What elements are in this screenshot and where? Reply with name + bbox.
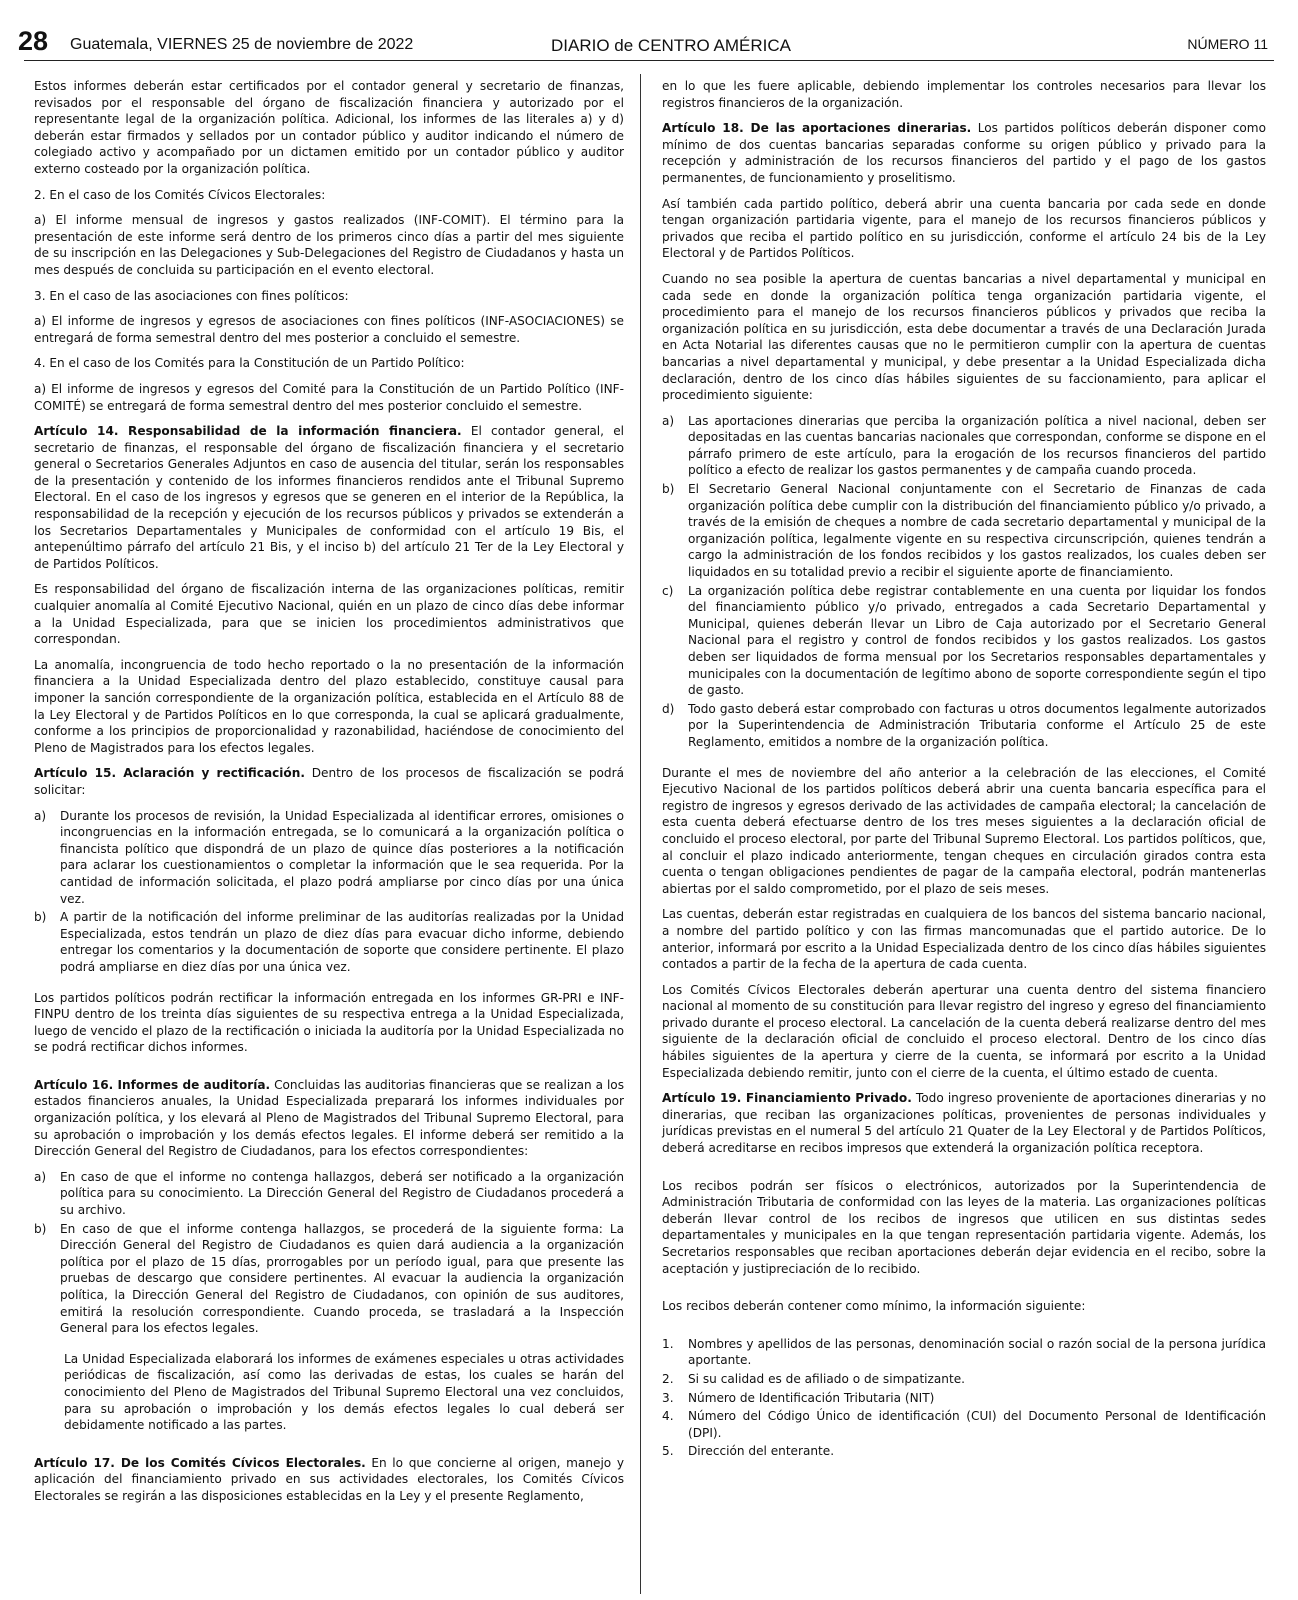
paragraph: 2. En el caso de los Comités Cívicos Electorales: bbox=[34, 187, 326, 202]
paragraph: Cuando no sea posible la apertura de cuentas bancarias a nivel departamental y municipal en cada sede en donde la organización política tenga organización partidaria vigente, el procedimiento para el manejo de los recursos financieros públicos y privados que reciba la organización política en su jurisdicción, esta debe documentar a través de una Declaración Jurada en Acta Notarial las diferentes causas que no le permitieron cumplir con la apertura de cuentas bancarias a nivel departamental y municipal, y debe presentar a la Unidad Especializada dicha declaración, dentro de los cinco días hábiles siguientes de su faccionamiento, para aplicar el procedimiento siguiente: bbox=[662, 271, 1266, 403]
list-text: Todo gasto deberá estar comprobado con facturas u otros documentos legalmente autorizados por la Superintendencia de Administración Tributaria conforme el Artículo 25 de este Reglamento, emitidos a nombre de la organización política. bbox=[688, 701, 1266, 749]
paragraph: a) El informe mensual de ingresos y gastos realizados (INF-COMIT). El término para la presentación de este informe será dentro de los primeros cinco días a partir del mes siguiente de su inscripción en las Delegaciones y Sub-Delegaciones del Registro de Ciudadanos y hasta un mes después de concluida su participación en el evento electoral. bbox=[34, 213, 624, 277]
list-text: Número del Código Único de identificación (CUI) del Documento Personal de Identificación (DPI). bbox=[688, 1409, 1266, 1440]
list-item bbox=[34, 808, 624, 908]
column-divider bbox=[640, 74, 641, 1594]
paragraph: Los partidos políticos podrán rectificar la información entregada en los informes GR-PRI e INF-FINPU dentro de los treinta días siguientes de su respectiva entrega a la Unidad Especializada, luego de vencido el plazo de la rectificación o iniciada la auditoría por la Unidad Especializada no se podrá rectificar dichos informes. bbox=[34, 990, 624, 1055]
article-14 bbox=[34, 423, 624, 572]
list-text: En caso de que el informe contenga hallazgos, se procederá de la siguiente forma: La Dirección General del Registro de Ciudadanos es quien dará audiencia a la organización política por el plazo de 15 días, prorrogables por un período igual, para que presente las pruebas de descargo que considere pertinentes. Al evacuar la audiencia la organización política, la Dirección General del Registro de Ciudadanos, con opinión de sus auditores, emitirá la resolución correspondiente. Cuando proceda, se trasladará a la Inspección General para los efectos legales. bbox=[60, 1221, 624, 1336]
list-label: 5. bbox=[662, 1444, 674, 1459]
list-item bbox=[662, 701, 1266, 751]
paragraph: Las cuentas, deberán estar registradas en cualquiera de los bancos del sistema bancario nacional, a nombre del partido político y con las firmas mancomunadas que el partido autorice. De lo anterior, informará por escrito a la Unidad Especializada dentro de los cinco días hábiles siguientes contados a partir de la fecha de la apertura de cada cuenta. bbox=[662, 907, 1266, 972]
list-label: a) bbox=[34, 808, 47, 823]
article-17 bbox=[34, 1455, 624, 1505]
list-text: El Secretario General Nacional conjuntamente con el Secretario de Finanzas de cada organización política debe cumplir con la distribución del financiamiento público y/o privado, a través de la emisión de cheques a nombre de cada secretario departamental y municipal de la organización política, legalmente vigente en su respectiva circunscripción, quienes tendrán a cargo la administración de los fondos recibidos y los gastos realizados, los cuales deben ser liquidados en su totalidad previo a recibir el siguiente aporte de financiamiento. bbox=[688, 482, 1266, 580]
paragraph: La Unidad Especializada elaborará los informes de exámenes especiales u otras actividades periódicas de fiscalización, así como las derivadas de estas, los cuales se harán del conocimiento del Pleno de Magistrados del Tribunal Supremo Electoral una vez concluidos, para su aprobación o improbación y los demás efectos legales lo cual deberá ser debidamente notificado a las partes. bbox=[64, 1351, 624, 1433]
list-text: Si su calidad es de afiliado o de simpatizante. bbox=[688, 1371, 965, 1386]
article-19 bbox=[662, 1090, 1266, 1156]
article-body: Los partidos políticos deberán disponer como mínimo de dos cuentas bancarias separadas conforme su origen público y privado para la recepción y administración de los recursos financieros del partido y el pago de los gastos permanentes, de funcionamiento y proselitismo. bbox=[662, 121, 1266, 185]
list-item bbox=[34, 1221, 624, 1337]
header-date: Guatemala, VIERNES 25 de noviembre de 2022 bbox=[70, 36, 414, 53]
list-text: Dirección del enterante. bbox=[688, 1444, 835, 1459]
list-item bbox=[662, 1390, 1266, 1407]
article-title: Artículo 18. De las aportaciones dinerarias. bbox=[662, 121, 972, 136]
paragraph: Estos informes deberán estar certificados por el contador general y secretario de finanzas, revisados por el responsable del órgano de fiscalización financiera y autorizado por el representante legal de la organización política. Adicional, los informes de las literales a) y d) deberán estar firmados y sellados por un contador público y auditor indicando el número de colegiado activo y acompañado por un dictamen emitido por un contador público y auditor externo costeado por la organización política. bbox=[34, 79, 624, 176]
article-body: Concluidas las auditorias financieras que se realizan a los estados financieros anuales, la Unidad Especializada preparará los informes individuales por organización política, y los elevará al Pleno de Magistrados del Tribunal Supremo Electoral, para su aprobación o improbación y los demás efectos legales. El informe deberá ser remitido a la Dirección General del Registro de Ciudadanos, para los efectos correspondientes: bbox=[34, 1077, 625, 1159]
list-text: Durante los procesos de revisión, la Unidad Especializada al identificar errores, omisiones o incongruencias en la información entregada, se lo comunicará a la organización política o financista político que dispondrá de un plazo de quince días posteriores a la notificación para aclarar los cuestionamientos o completar la información que le sea requerida. Por la cantidad de información solicitada, el plazo podrá ampliarse por cinco días por una única vez. bbox=[60, 808, 624, 906]
list-label: a) bbox=[34, 1169, 47, 1184]
list-text: La organización política debe registrar contablemente en una cuenta por liquidar los fondos del financiamiento público y/o privado, entregados a cada Secretario Departamental y Municipal, quienes deberán llevar un Libro de Caja autorizado por el Secretario General Nacional para el registro y control de fondos recibidos y los gastos realizados. Los gastos deben ser liquidados de forma mensual por los Secretarios responsables departamentales y municipales con la documentación de legítimo abono de soporte correspondiente según el tipo de gasto. bbox=[688, 583, 1266, 698]
list-text: Las aportaciones dinerarias que perciba la organización política a nivel nacional, deben ser depositadas en las cuentas bancarias nacionales que correspondan, conforme se dispone en el párrafo primero de este artículo, para la erogación de los recursos financieros del partido político a efecto de realizar los gastos permanentes y de campaña cuando proceda. bbox=[688, 413, 1266, 478]
article-body: El contador general, el secretario de finanzas, el responsable del órgano de fiscalización financiera y el secretario general o Secretarios Generales Adjuntos en caso de ausencia del titular, serán los responsables de la presentación y contenido de los informes financieros rendidos ante el Tribunal Supremo Electoral. En el caso de los ingresos y egresos que se generen en el interior de la República, la responsabilidad de la recepción y ejecución de los recursos públicos y privados se extenderán a los Secretarios Departamentales y Municipales de conformidad con el artículo 19 Bis, el antepenúltimo párrafo del artículo 21 Bis, y el inciso b) del artículo 21 Ter de la Ley Electoral y de Partidos Políticos. bbox=[34, 424, 624, 571]
list-item bbox=[662, 413, 1266, 479]
article-body: Todo ingreso proveniente de aportaciones dinerarias y no dinerarias, que reciban las organizaciones políticas, provenientes de personas individuales y jurídicas previstas en el numeral 5 del artículo 21 Quater de la Ley Electoral y de Partidos Políticos, deberá acreditarse en recibos impresos que extenderá la organización política receptora. bbox=[662, 1091, 1267, 1156]
list-text: A partir de la notificación del informe preliminar de las auditorías realizadas por la Unidad Especializada, estos tendrán un plazo de diez días para evacuar dicho informe, debiendo entregar los comentarios y la documentación de soporte que considere pertinente. El plazo podrá ampliarse en diez días por una única vez. bbox=[60, 910, 624, 974]
list-text: Número de Identificación Tributaria (NIT) bbox=[688, 1390, 935, 1405]
article-title: Artículo 14. Responsabilidad de la información financiera. bbox=[34, 424, 462, 439]
paragraph: a) El informe de ingresos y egresos de asociaciones con fines políticos (INF-ASOCIACIONES) se entregará de forma semestral dentro del mes posterior a concluido el semestre. bbox=[34, 314, 624, 345]
article-16 bbox=[34, 1077, 624, 1160]
list-label: 1. bbox=[662, 1336, 674, 1351]
list-item bbox=[662, 583, 1266, 699]
article-title: Artículo 19. Financiamiento Privado. bbox=[662, 1091, 912, 1106]
list-item bbox=[662, 1336, 1266, 1369]
list-label: c) bbox=[662, 583, 674, 598]
list-label: a) bbox=[662, 413, 675, 428]
paragraph: Durante el mes de noviembre del año anterior a la celebración de las elecciones, el Comité Ejecutivo Nacional de los partidos políticos deberá abrir una cuenta bancaria específica para el registro de ingresos y egresos derivado de las actividades de campaña electoral; la cancelación de esta cuenta deberá efectuarse dentro de los tres meses siguientes a la declaración oficial de concluido el proceso electoral, por parte del Tribunal Supremo Electoral. Los partidos políticos, que, al concluir el plazo indicado anteriormente, tengan cheques en circulación girados contra esta cuenta o tengan obligaciones pendientes de pagar de la campaña electoral, podrán mantenerlas abiertas por el saldo comprometido, por el plazo de seis meses. bbox=[662, 765, 1266, 896]
list-label: b) bbox=[662, 482, 675, 497]
paragraph: en lo que les fuere aplicable, debiendo implementar los controles necesarios para llevar los registros financieros de la organización. bbox=[662, 79, 1266, 110]
issue-number: NÚMERO 11 bbox=[1187, 36, 1268, 52]
paragraph: Los recibos deberán contener como mínimo, la información siguiente: bbox=[662, 1299, 1086, 1314]
list-item bbox=[662, 1408, 1266, 1441]
paragraph: Los Comités Cívicos Electorales deberán aperturar una cuenta dentro del sistema financiero nacional al momento de su constitución para llevar registro del ingreso y egreso del financiamiento privado durante el proceso electoral. La cancelación de la cuenta deberá realizarse dentro del mes siguiente de la declaración oficial de concluido el proceso electoral. Dentro de los cinco días hábiles siguientes de la apertura y cierre de la cuenta, se informará por escrito a la Unidad Especializada debiendo remitir, junto con el cierre de la cuenta, el último estado de cuenta. bbox=[662, 982, 1266, 1080]
page-header bbox=[18, 26, 1274, 60]
list-item bbox=[34, 1169, 624, 1219]
article-body: Dentro de los procesos de fiscalización se podrá solicitar: bbox=[34, 766, 624, 797]
right-column bbox=[662, 78, 1266, 1462]
left-column bbox=[34, 78, 624, 1514]
list-label: d) bbox=[662, 701, 675, 716]
list-item bbox=[34, 909, 624, 975]
list-item bbox=[662, 481, 1266, 581]
paragraph: a) El informe de ingresos y egresos del Comité para la Constitución de un Partido Político (INF-COMITÉ) se entregará de forma semestral dentro del mes posterior concluido el semestre. bbox=[34, 381, 624, 413]
list-item bbox=[662, 1371, 1266, 1388]
paragraph: La anomalía, incongruencia de todo hecho reportado o la no presentación de la información financiera a la Unidad Especializada dentro del plazo establecido, constituye causal para imponer la sanción correspondiente de la organización política, establecida en el Artículo 88 de la Ley Electoral y de Partidos Políticos en lo que corresponda, la cual se aplicará gradualmente, conforme a los principios de proporcionalidad y razonabilidad, haciéndose de conocimiento del Pleno de Magistrados para los efectos legales. bbox=[34, 657, 624, 755]
list-label: 4. bbox=[662, 1409, 674, 1424]
article-18 bbox=[662, 120, 1266, 186]
paragraph: Es responsabilidad del órgano de fiscalización interna de las organizaciones políticas, remitir cualquier anomalía al Comité Ejecutivo Nacional, quién en un plazo de cinco días debe informar a la Unidad Especializada, para que se inicien los procedimientos administrativos que correspondan. bbox=[34, 582, 624, 647]
list-text: En caso de que el informe no contenga hallazgos, deberá ser notificado a la organización política para su conocimiento. La Dirección General del Registro de Ciudadanos procederá a su archivo. bbox=[60, 1169, 624, 1218]
list-label: b) bbox=[34, 910, 47, 925]
article-15 bbox=[34, 765, 624, 798]
article-body: En lo que concierne al origen, manejo y aplicación del financiamiento privado en sus actividades electorales, los Comités Cívicos Electorales se regirán a las disposiciones establecidas en la Ley y el presente Reglamento, bbox=[34, 1455, 624, 1503]
paragraph: Así también cada partido político, deberá abrir una cuenta bancaria por cada sede en donde tengan organización partidaria vigente, para el manejo de los recursos financieros públicos y privados que reciba el partido político en su jurisdicción, conforme el artículo 24 bis de la Ley Electoral y de Partidos Políticos. bbox=[662, 196, 1266, 261]
header-rule bbox=[24, 60, 1274, 61]
list-label: b) bbox=[34, 1221, 47, 1236]
paragraph: Los recibos podrán ser físicos o electrónicos, autorizados por la Superintendencia de Administración Tributaria de conformidad con las leyes de la materia. Las organizaciones políticas deberán llevar control de los recibos de ingresos que utilicen en sus distintas sedes departamentales y municipales en la que tengan representación partidaria vigente. Además, los Secretarios responsables que reciban aportaciones deberán dejar evidencia en el recibo, sobre la aceptación y justipreciación de lo recibido. bbox=[662, 1178, 1266, 1276]
list-label: 2. bbox=[662, 1371, 674, 1386]
list-item bbox=[662, 1443, 1266, 1460]
paragraph: 4. En el caso de los Comités para la Constitución de un Partido Político: bbox=[34, 356, 465, 371]
paragraph: 3. En el caso de las asociaciones con fines políticos: bbox=[34, 288, 349, 303]
newspaper-name: DIARIO de CENTRO AMÉRICA bbox=[551, 36, 791, 55]
page-number: 28 bbox=[18, 26, 49, 56]
list-text: Nombres y apellidos de las personas, denominación social o razón social de la persona jurídica aportante. bbox=[688, 1336, 1266, 1368]
article-title: Artículo 17. De los Comités Cívicos Electorales. bbox=[34, 1455, 366, 1470]
article-title: Artículo 15. Aclaración y rectificación. bbox=[34, 766, 305, 781]
list-label: 3. bbox=[662, 1390, 674, 1405]
article-title: Artículo 16. Informes de auditoría. bbox=[34, 1077, 271, 1092]
